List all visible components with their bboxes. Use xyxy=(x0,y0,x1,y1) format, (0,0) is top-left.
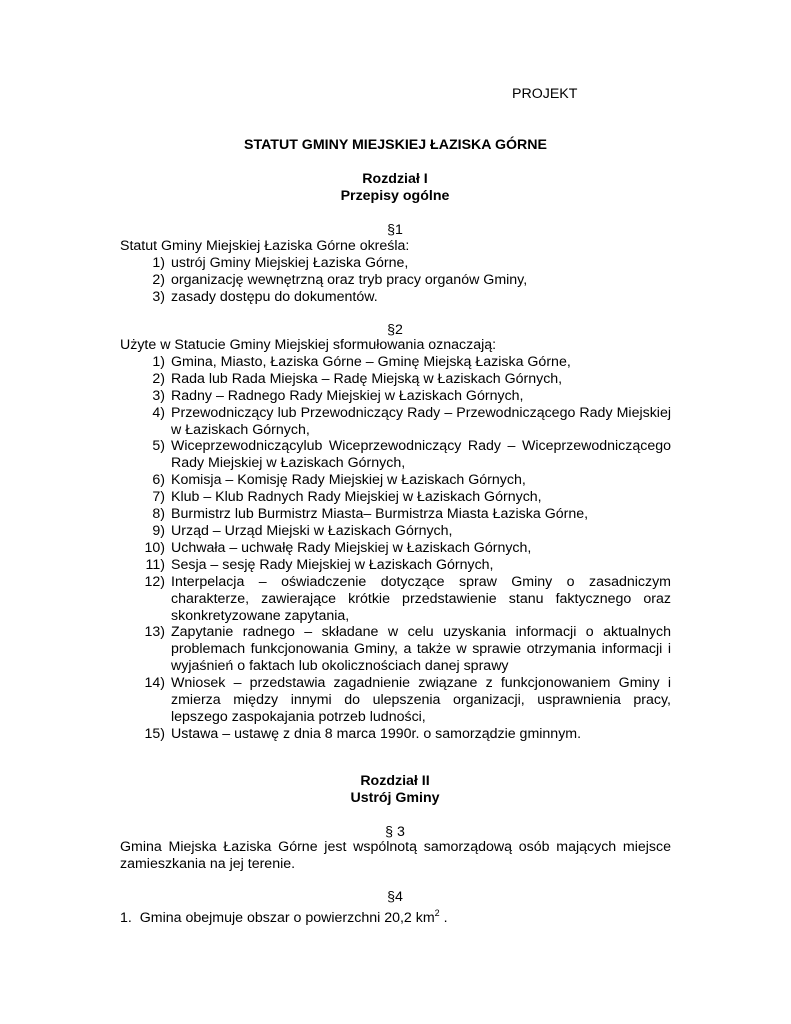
list-item-text: Ustawa – ustawę z dnia 8 marca 1990r. o samorządzie gminnym. xyxy=(171,725,582,742)
list-item-text: Urząd – Urząd Miejski w Łaziskach Górnych, xyxy=(171,522,453,539)
list-item xyxy=(120,255,671,272)
list-item-number: 6) xyxy=(152,472,165,489)
section-2-mark: §2 xyxy=(387,322,403,338)
list-item xyxy=(120,388,671,405)
section-4-item-number: 1. xyxy=(120,910,132,926)
list-item-text: Burmistrz lub Burmistrz Miasta– Burmistrza Miasta Łaziska Górne, xyxy=(171,506,589,523)
list-item-text: Wniosek – przedstawia zagadnienie związane z funkcjonowaniem Gminy i zmierza między innymi do ulepszenia organizacji, usprawnienia pracy, lepszego zaspokajania potrzeb ludności, xyxy=(171,675,671,725)
section-4-item-end: . xyxy=(439,910,448,926)
list-item xyxy=(120,506,671,523)
section-3-mark: § 3 xyxy=(385,824,405,840)
list-item-text: Wiceprzewodniczącylub Wiceprzewodniczący Rady – Wiceprzewodniczącego Rady Miejskiej w Łaziskach Górnych, xyxy=(171,438,671,472)
list-item xyxy=(120,405,671,439)
list-item-text: organizację wewnętrzną oraz tryb pracy organów Gminy, xyxy=(171,271,528,288)
list-item-number: 3) xyxy=(152,387,165,404)
list-item-number: 2) xyxy=(152,271,165,288)
list-item xyxy=(120,489,671,506)
list-item-number: 1) xyxy=(152,254,165,271)
list-item-text: Przewodniczący lub Przewodniczący Rady – Przewodniczącego Rady Miejskiej w Łaziskach Górnych, xyxy=(171,404,671,438)
list-item-number: 8) xyxy=(152,506,165,523)
section-1 xyxy=(120,238,671,306)
list-item-text: Komisja – Komisję Rady Miejskiej w Łaziskach Górnych, xyxy=(171,472,526,489)
list-item-text: Rada lub Rada Miejska – Radę Miejską w Łaziskach Górnych, xyxy=(171,370,563,387)
draft-label: PROJEKT xyxy=(512,86,578,102)
list-item-number: 10) xyxy=(144,539,165,556)
list-item-number: 4) xyxy=(152,404,165,421)
list-item xyxy=(120,523,671,540)
section-1-intro: Statut Gminy Miejskiej Łaziska Górne określa: xyxy=(120,238,410,254)
list-item-text: Sesja – sesję Rady Miejskiej w Łaziskach Górnych, xyxy=(171,556,494,573)
list-item-text: ustrój Gminy Miejskiej Łaziska Górne, xyxy=(171,254,409,271)
section-1-list xyxy=(120,255,671,306)
list-item xyxy=(120,438,671,472)
chapter-1-label: Rozdział I xyxy=(362,171,428,187)
list-item-text: Uchwała – uchwałę Rady Miejskiej w Łaziskach Górnych, xyxy=(171,539,532,556)
section-4-item-superscript: 2 xyxy=(434,908,440,918)
section-4-mark: §4 xyxy=(387,889,403,905)
list-item-number: 12) xyxy=(144,573,165,590)
list-item-number: 13) xyxy=(144,624,165,641)
list-item-number: 15) xyxy=(144,725,165,742)
section-3-text: Gmina Miejska Łaziska Górne jest wspólnotą samorządową osób mających miejsce zamieszkania na jej terenie. xyxy=(120,839,671,872)
list-item-text: Gmina, Miasto, Łaziska Górne – Gminę Miejską Łaziska Górne, xyxy=(171,353,571,370)
list-item xyxy=(120,289,671,306)
list-item xyxy=(120,726,671,743)
list-item-text: Zapytanie radnego – składane w celu uzyskania informacji o aktualnych problemach funkcjonowania Gminy, a także w sprawie otrzymania informacji i wyjaśnień o faktach lub okolicznościach danej sprawy xyxy=(171,624,671,675)
list-item xyxy=(120,272,671,289)
list-item-number: 1) xyxy=(152,353,165,370)
section-4-item-1 xyxy=(120,905,448,927)
document-title: STATUT GMINY MIEJSKIEJ ŁAZISKA GÓRNE xyxy=(244,137,547,153)
list-item xyxy=(120,354,671,371)
list-item-number: 7) xyxy=(152,489,165,506)
section-4-item-text: Gmina obejmuje obszar o powierzchni 20,2 km xyxy=(139,910,435,926)
list-item xyxy=(120,574,671,625)
list-item-text: Radny – Radnego Rady Miejskiej w Łaziskach Górnych, xyxy=(171,387,524,404)
list-item xyxy=(120,472,671,489)
chapter-2-heading: Ustrój Gminy xyxy=(350,790,440,806)
chapter-2-label: Rozdział II xyxy=(360,773,430,789)
section-2 xyxy=(120,337,671,743)
list-item-number: 2) xyxy=(152,370,165,387)
chapter-1-heading: Przepisy ogólne xyxy=(340,188,450,204)
section-2-list xyxy=(120,354,671,743)
list-item-number: 3) xyxy=(152,288,165,305)
list-item xyxy=(120,557,671,574)
list-item-number: 11) xyxy=(145,556,165,573)
list-item-number: 14) xyxy=(144,675,165,692)
list-item xyxy=(120,371,671,388)
list-item-number: 5) xyxy=(152,438,165,455)
list-item xyxy=(120,675,671,726)
list-item-text: Interpelacja – oświadczenie dotyczące spraw Gminy o zasadniczym charakterze, zawierające krótkie przedstawienie stanu faktycznego oraz skonkretyzowane zapytania, xyxy=(171,573,671,624)
list-item xyxy=(120,624,671,675)
list-item-number: 9) xyxy=(152,522,165,539)
section-1-mark: §1 xyxy=(387,222,403,238)
list-item-text: Klub – Klub Radnych Rady Miejskiej w Łaziskach Górnych, xyxy=(171,489,542,506)
list-item xyxy=(120,540,671,557)
list-item-text: zasady dostępu do dokumentów. xyxy=(171,288,378,305)
section-2-intro: Użyte w Statucie Gminy Miejskiej sformułowania oznaczają: xyxy=(120,337,497,353)
